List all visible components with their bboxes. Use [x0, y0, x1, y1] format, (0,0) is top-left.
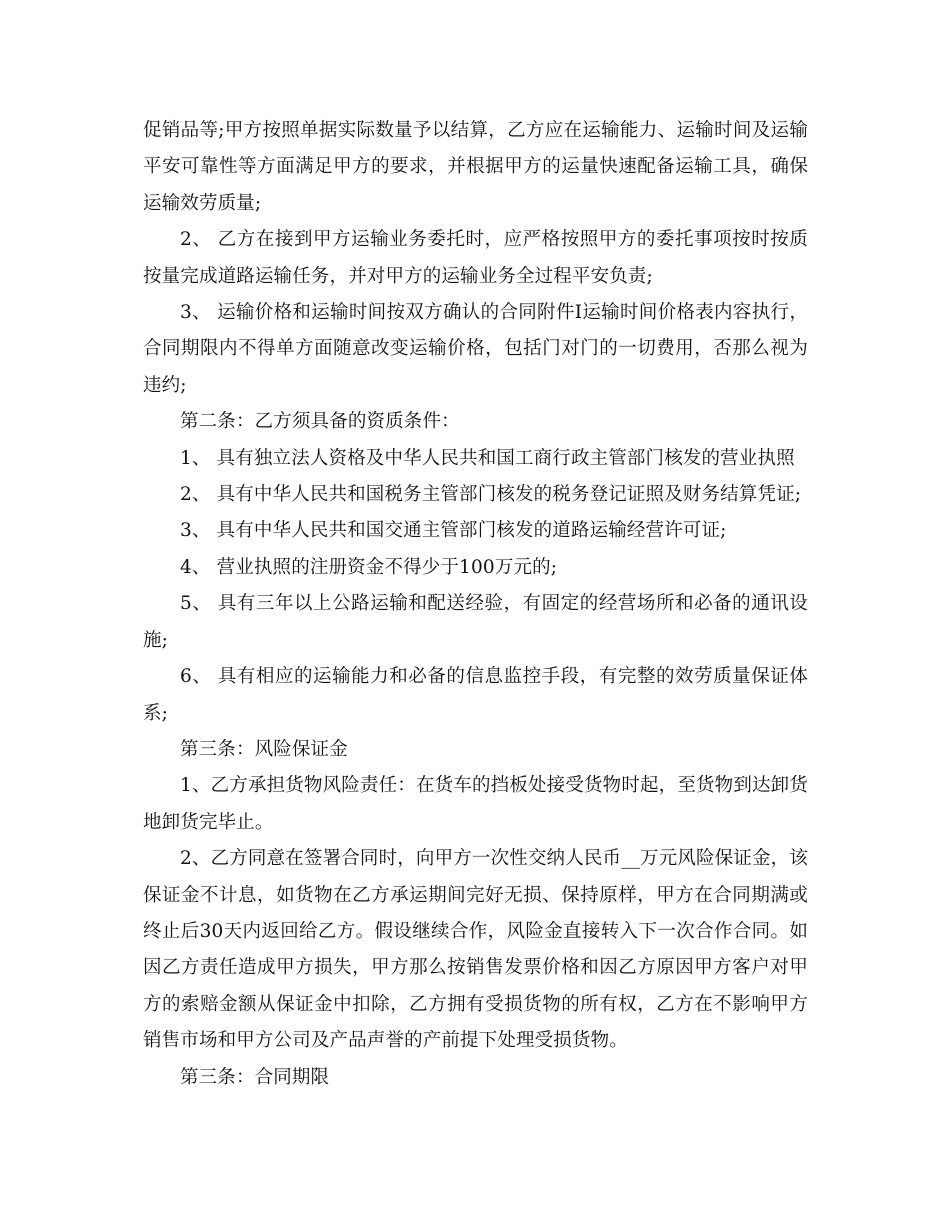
- section-heading-3-risk-deposit: 第三条：风险保证金: [180, 738, 348, 760]
- section-heading-3-contract-term: 第三条：合同期限: [180, 1066, 330, 1088]
- qualification-item-1: 1、 具有独立法人资格及中华人民共和国工商行政主管部门核发的营业执照: [180, 447, 795, 469]
- qualification-item-6: 6、 具有相应的运输能力和必备的信息监控手段，有完整的效劳质量保证体系;: [143, 666, 808, 724]
- qualification-item-3: 3、 具有中华人民共和国交通主管部门核发的道路运输经营许可证;: [180, 520, 727, 542]
- qualification-item-5: 5、 具有三年以上公路运输和配送经验，有固定的经营场所和必备的通讯设施;: [143, 593, 808, 651]
- qualification-item-2: 2、 具有中华人民共和国税务主管部门核发的税务登记证照及财务结算凭证;: [180, 484, 802, 506]
- qualification-item-4: 4、 营业执照的注册资金不得少于100万元的;: [180, 556, 558, 578]
- risk-item-1: 1、乙方承担货物风险责任：在货车的挡板处接受货物时起，至货物到达卸货地卸货完毕止。: [143, 775, 808, 833]
- paragraph-continued: 促销品等;甲方按照单据实际数量予以结算，乙方应在运输能力、运输时间及运输平安可靠性等方面满足甲方的要求，并根据甲方的运量快速配备运输工具，确保运输效劳质量;: [143, 120, 808, 214]
- section-heading-2: 第二条：乙方须具备的资质条件：: [180, 411, 460, 433]
- paragraph-clause-3: 3、 运输价格和运输时间按双方确认的合同附件Ⅰ运输时间价格表内容执行，合同期限内不得单方面随意改变运输价格，包括门对门的一切费用，否那么视为违约;: [143, 302, 808, 396]
- risk-item-2: 2、乙方同意在签署合同时，向甲方一次性交纳人民币__万元风险保证金，该保证金不计息，如货物在乙方承运期间完好无损、保持原样，甲方在合同期满或终止后30天内返回给乙方。假设继续合作，风险金直接转入下一次合作合同。如因乙方责任造成甲方损失，甲方那么按销售发票价格和因乙方原因甲方客户对甲方的索赔金额从保证金中扣除，乙方拥有受损货物的所有权，乙方在不影响甲方销售市场和甲方公司及产品声誉的产前提下处理受损货物。: [143, 848, 808, 1052]
- document-body: [143, 113, 808, 1096]
- paragraph-clause-2: 2、 乙方在接到甲方运输业务委托时，应严格按照甲方的委托事项按时按质按量完成道路运输任务，并对甲方的运输业务全过程平安负责;: [143, 229, 808, 287]
